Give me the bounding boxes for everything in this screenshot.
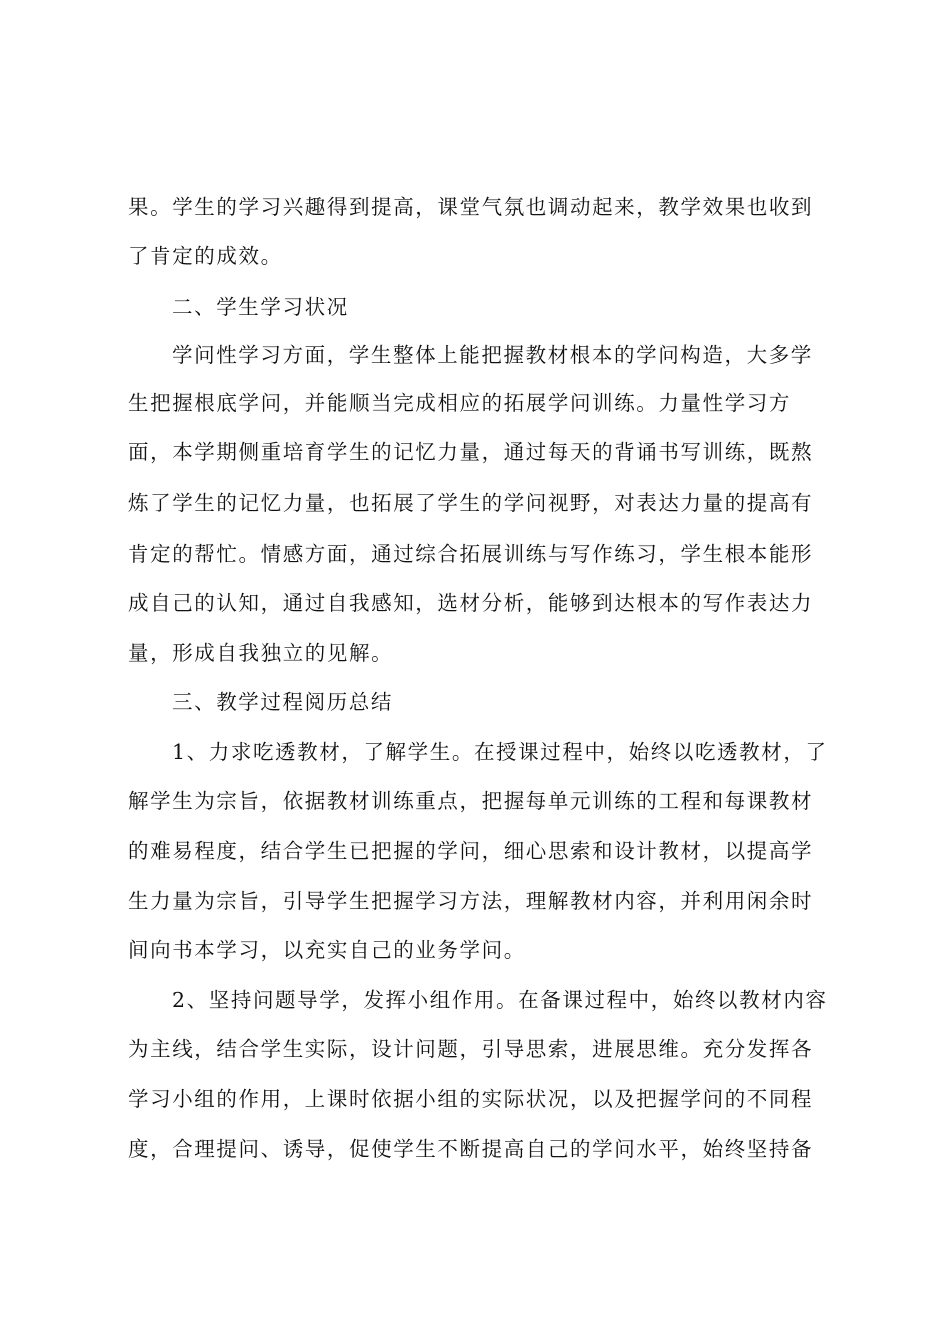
paragraph-line: 果。学生的学习兴趣得到提高，课堂气氛也调动起来，教学效果也收到 <box>128 195 814 219</box>
section-heading-student-learning: 二、学生学习状况 <box>172 295 349 319</box>
paragraph-line: 生把握根底学问，并能顺当完成相应的拓展学问训练。力量性学习方 <box>128 391 791 415</box>
paragraph-line: 生力量为宗旨，引导学生把握学习方法，理解教材内容，并利用闲余时 <box>128 889 814 913</box>
paragraph-line: 面，本学期侧重培育学生的记忆力量，通过每天的背诵书写训练，既熬 <box>128 440 814 464</box>
section-heading-teaching-summary: 三、教学过程阅历总结 <box>172 690 393 714</box>
paragraph-line: 学问性学习方面，学生整体上能把握教材根本的学问构造，大多学 <box>172 343 813 367</box>
paragraph-line: 2、坚持问题导学，发挥小组作用。在备课过程中，始终以教材内容 <box>172 988 828 1012</box>
paragraph-line: 度，合理提问、诱导，促使学生不断提高自己的学问水平，始终坚持备 <box>128 1137 814 1161</box>
paragraph-line: 解学生为宗旨，依据教材训练重点，把握每单元训练的工程和每课教材 <box>128 789 814 813</box>
paragraph-line: 炼了学生的记忆力量，也拓展了学生的学问视野，对表达力量的提高有 <box>128 491 814 515</box>
paragraph-line: 肯定的帮忙。情感方面，通过综合拓展训练与写作练习，学生根本能形 <box>128 542 814 566</box>
paragraph-line: 量，形成自我独立的见解。 <box>128 641 394 665</box>
paragraph-line: 的难易程度，结合学生已把握的学问，细心思索和设计教材，以提高学 <box>128 839 814 863</box>
paragraph-line: 了肯定的成效。 <box>128 244 283 268</box>
paragraph-line: 成自己的认知，通过自我感知，选材分析，能够到达根本的写作表达力 <box>128 591 814 615</box>
paragraph-line: 为主线，结合学生实际，设计问题，引导思索，进展思维。充分发挥各 <box>128 1037 814 1061</box>
paragraph-line: 学习小组的作用，上课时依据小组的实际状况，以及把握学问的不同程 <box>128 1087 814 1111</box>
paragraph-line: 1、力求吃透教材，了解学生。在授课过程中，始终以吃透教材，了 <box>172 740 828 764</box>
paragraph-line: 间向书本学习，以充实自己的业务学问。 <box>128 938 526 962</box>
